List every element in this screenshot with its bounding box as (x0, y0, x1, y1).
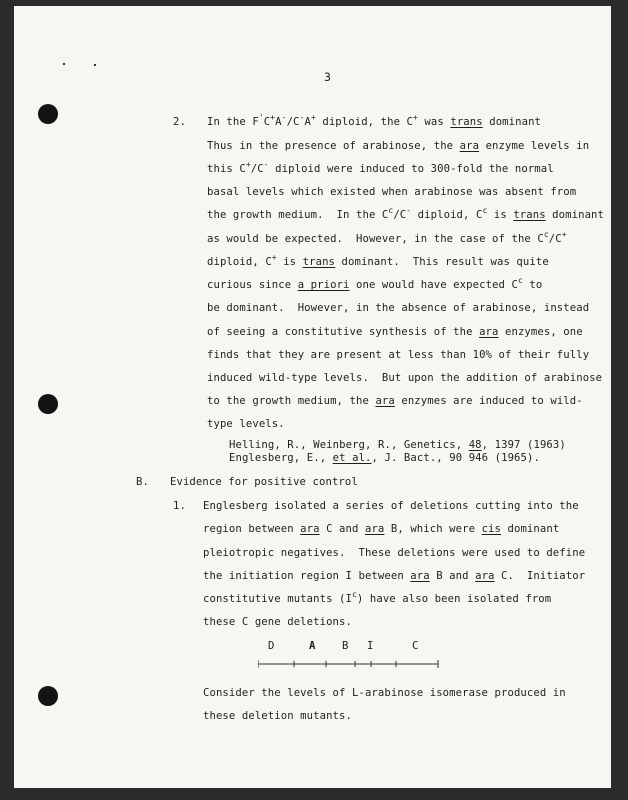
punch-hole-bottom (38, 686, 58, 706)
sectionB-line1: Englesberg isolated a series of deletions cutting into the (203, 500, 579, 512)
item2-line12: induced wild-type levels. But upon the addition of arabinose (207, 372, 603, 384)
item2-line5: the growth medium. In the $C^c/C^-$ diploid, $C^c$ is trans dominant (207, 206, 605, 221)
item2-line10: of seeing a constitutive synthesis of the ara enzymes, one (207, 326, 583, 338)
closing-line1: Consider the levels of L-arabinose isomerase produced in (203, 687, 566, 699)
punch-hole-middle (38, 394, 58, 414)
document-page (14, 6, 611, 788)
sectionB-line4: the initiation region I between ara B and ara C. Initiator (203, 570, 586, 582)
item2-line6: as would be expected. However, in the case of the $C^c/C^+$ (207, 230, 567, 245)
item2-line8: curious since a priori one would have expected $C^c$ to (207, 276, 543, 291)
item2-line13: to the growth medium, the ara enzymes are induced to wild- (207, 395, 583, 407)
specks (63, 63, 65, 65)
section-heading: Evidence for positive control (170, 476, 358, 488)
item2-line14: type levels. (207, 418, 285, 430)
gene-label-d: D (268, 640, 275, 652)
gene-label-i: I (367, 640, 374, 652)
item2-line11: finds that they are present at less than 10% of their fully (207, 349, 590, 361)
sectionB-line3: pleiotropic negatives. These deletions were used to define (203, 547, 586, 559)
gene-label-c: C (412, 640, 419, 652)
gene-map-diagram (258, 636, 448, 681)
punch-hole-top (38, 104, 58, 124)
section-letter: B. (136, 476, 149, 488)
sectionB-line6: these C gene deletions. (203, 616, 352, 628)
item2-line7: diploid, C+ is trans dominant. This result was quite (207, 253, 549, 268)
item2-line1: In the F'C+A-/C-A+ diploid, the C+ was trans dominant (207, 113, 542, 128)
gene-label-a: A (309, 640, 316, 652)
item2-line9: be dominant. However, in the absence of arabinose, instead (207, 302, 590, 314)
item2-line2: Thus in the presence of arabinose, the ara enzyme levels in (207, 140, 590, 152)
gene-label-b: B (342, 640, 349, 652)
item-number: 2. (173, 116, 186, 128)
item-number: 1. (173, 500, 186, 512)
sectionB-line5: constitutive mutants $(I^c)$ have also been isolated from (203, 590, 552, 605)
item2-line4: basal levels which existed when arabinose was absent from (207, 186, 577, 198)
gene-map-line (258, 636, 448, 681)
item2-line3: this C+/C- diploid were induced to 300-fold the normal (207, 160, 554, 175)
page-number: 3 (324, 70, 331, 84)
sectionB-line2: region between ara C and ara B, which were cis dominant (203, 523, 560, 535)
reference-englesberg: Englesberg, E., et al., J. Bact., 90 946 (1965). (229, 452, 540, 464)
specks (94, 64, 96, 66)
closing-line2: these deletion mutants. (203, 710, 352, 722)
reference-helling: Helling, R., Weinberg, R., Genetics, 48, 1397 (1963) (229, 439, 566, 451)
